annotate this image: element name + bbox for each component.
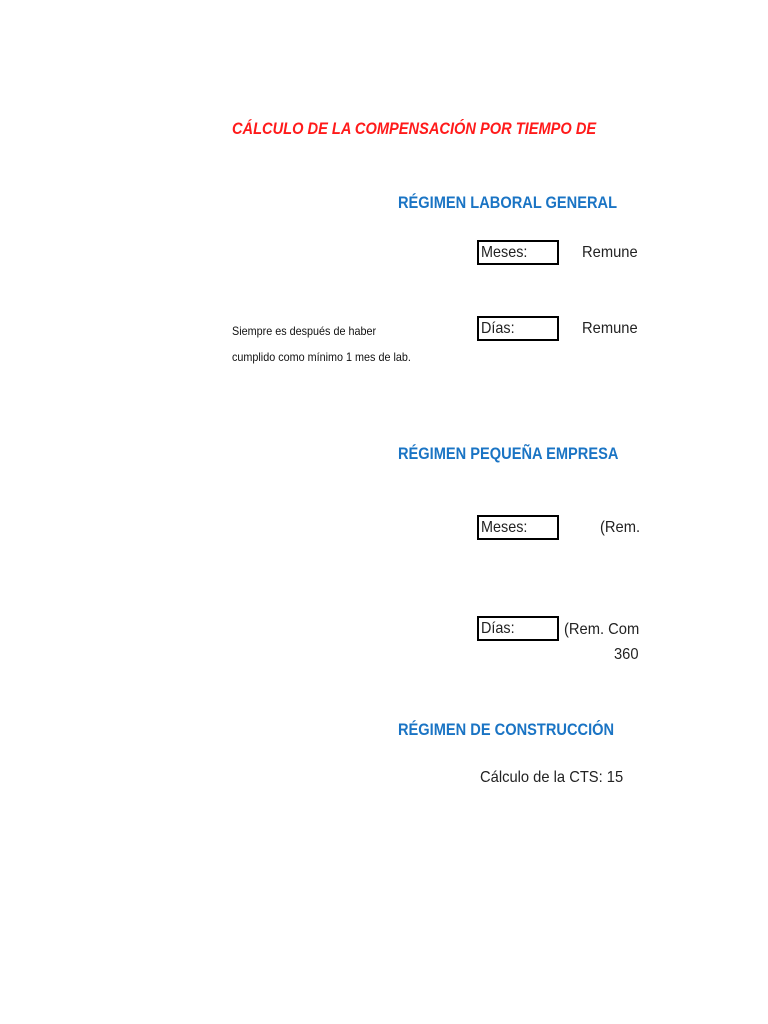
dias-cell-pequena[interactable] [477, 616, 559, 641]
note-line-1: Siempre es después de haber [232, 324, 377, 338]
heading-regimen-pequena: RÉGIMEN PEQUEÑA EMPRESA [398, 444, 619, 463]
note-line-2: cumplido como mínimo 1 mes de lab. [232, 350, 411, 364]
dias-label: Días: [481, 620, 515, 637]
meses-formula-pequena: (Rem. [600, 519, 641, 536]
meses-label: Meses: [481, 244, 528, 261]
meses-label: Meses: [481, 519, 528, 536]
dias-label: Días: [481, 320, 515, 337]
dias-formula-general: Remune [582, 320, 638, 337]
dias-formula-pequena: (Rem. Com [564, 621, 640, 638]
dias-divisor-pequena: 360 [614, 646, 639, 663]
meses-formula-general: Remune [582, 244, 638, 261]
heading-regimen-general: RÉGIMEN LABORAL GENERAL [398, 193, 618, 212]
meses-cell-general[interactable] [477, 240, 559, 265]
dias-cell-general[interactable] [477, 316, 559, 341]
cts-calculation-text: Cálculo de la CTS: 15 [480, 769, 624, 786]
meses-cell-pequena[interactable] [477, 515, 559, 540]
heading-regimen-construccion: RÉGIMEN DE CONSTRUCCIÓN [398, 720, 615, 739]
page-title: CÁLCULO DE LA COMPENSACIÓN POR TIEMPO DE [232, 119, 597, 138]
